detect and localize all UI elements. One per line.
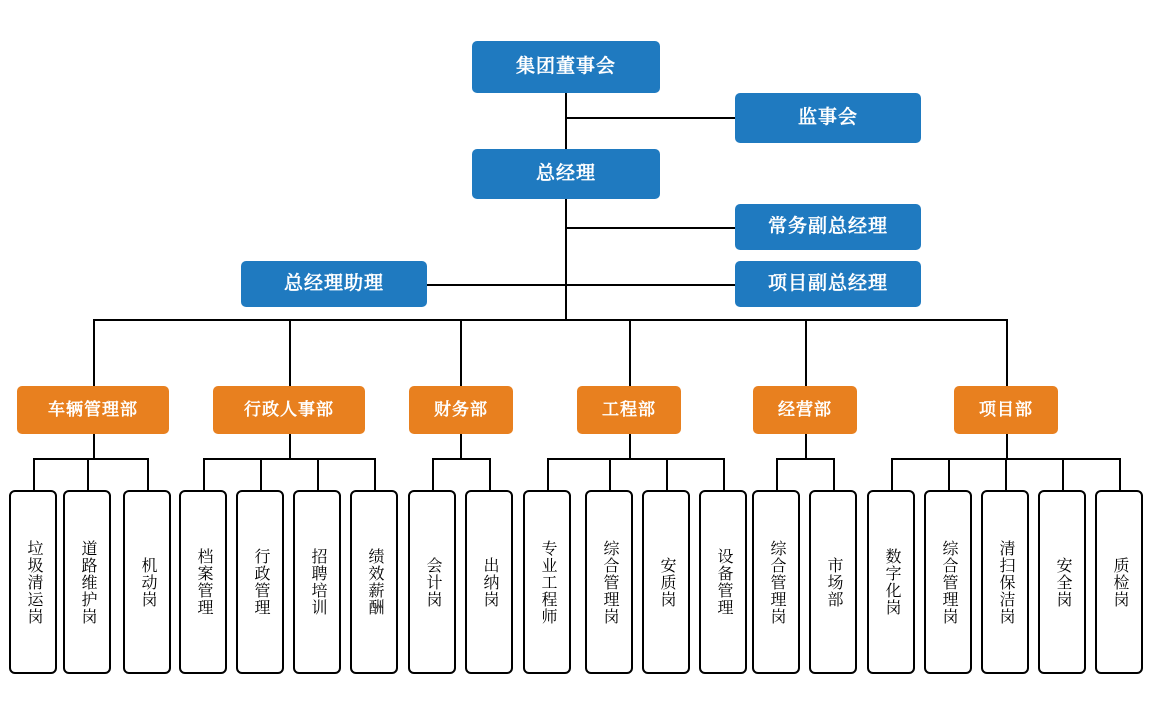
connector-engineering-p11	[609, 458, 611, 490]
connector-finance-p09	[489, 458, 491, 490]
post-market-label: 市场部	[825, 556, 842, 608]
node-general-manager[interactable]	[472, 149, 660, 199]
post-mobile-duty-label: 机动岗	[139, 556, 156, 608]
post-equipment-management[interactable]	[699, 490, 747, 674]
connector-bus-operations	[805, 319, 807, 386]
connector-project-p18	[1005, 458, 1007, 490]
post-administrative-management[interactable]	[236, 490, 284, 674]
post-performance-compensation[interactable]	[350, 490, 398, 674]
post-digitalization[interactable]	[867, 490, 915, 674]
post-performance-compensation-label: 绩效薪酬	[366, 548, 383, 616]
post-safety-label: 安全岗	[1054, 556, 1071, 608]
post-professional-engineer-label: 专业工程师	[539, 539, 556, 625]
dept-finance[interactable]	[409, 386, 513, 434]
post-accounting-label: 会计岗	[424, 556, 441, 608]
dept-finance-label: 财务部	[434, 400, 488, 420]
connector-admin-p06	[317, 458, 319, 490]
post-operations-general-management[interactable]	[752, 490, 800, 674]
connector-bus-admin	[289, 319, 291, 386]
connector-operations-p15	[833, 458, 835, 490]
post-garbage-transport[interactable]	[9, 490, 57, 674]
connector-project-p19	[1062, 458, 1064, 490]
connector-assistant-projectvp	[427, 284, 735, 286]
post-professional-engineer[interactable]	[523, 490, 571, 674]
connector-admin-p04	[203, 458, 205, 490]
dept-vehicle-management-label: 车辆管理部	[48, 400, 138, 420]
connector-bus-finance	[460, 319, 462, 386]
connector-vehicle-p01	[33, 458, 35, 490]
node-supervisory-board-label: 监事会	[797, 107, 858, 129]
post-safety-quality-label: 安质岗	[658, 556, 675, 608]
dept-engineering-label: 工程部	[602, 400, 656, 420]
post-accounting[interactable]	[408, 490, 456, 674]
connector-project-p17	[948, 458, 950, 490]
connector-engineering-p10	[547, 458, 549, 490]
post-road-maintenance-label: 道路维护岗	[79, 539, 96, 625]
post-engineering-general-management[interactable]	[585, 490, 633, 674]
post-cleaning-sanitation-label: 清扫保洁岗	[997, 539, 1014, 625]
post-road-maintenance[interactable]	[63, 490, 111, 674]
connector-admin-p05	[260, 458, 262, 490]
node-executive-vice-gm-label: 常务副总经理	[767, 216, 888, 238]
dept-admin-hr-label: 行政人事部	[244, 400, 334, 420]
post-quality-inspection-label: 质检岗	[1111, 556, 1128, 608]
connector-project-drop	[1006, 434, 1008, 458]
connector-operations-bar	[776, 458, 834, 460]
dept-project[interactable]	[954, 386, 1058, 434]
connector-engineering-bar	[547, 458, 724, 460]
post-recruitment-training[interactable]	[293, 490, 341, 674]
post-cashier[interactable]	[465, 490, 513, 674]
connector-vehicle-bar	[33, 458, 148, 460]
connector-operations-p14	[776, 458, 778, 490]
dept-vehicle-management[interactable]	[17, 386, 169, 434]
dept-engineering[interactable]	[577, 386, 681, 434]
dept-project-label: 项目部	[979, 400, 1033, 420]
node-board-label: 集团董事会	[515, 56, 616, 78]
connector-admin-drop	[289, 434, 291, 458]
connector-vehicle-drop	[93, 434, 95, 458]
dept-operations-label: 经营部	[778, 400, 832, 420]
post-equipment-management-label: 设备管理	[715, 548, 732, 616]
post-project-general-management-label: 综合管理岗	[940, 539, 957, 625]
connector-engineering-p12	[666, 458, 668, 490]
post-operations-general-management-label: 综合管理岗	[768, 539, 785, 625]
post-engineering-general-management-label: 综合管理岗	[601, 539, 618, 625]
node-supervisory-board[interactable]	[735, 93, 921, 143]
connector-bus-vehicle	[93, 319, 95, 386]
post-mobile-duty[interactable]	[123, 490, 171, 674]
node-project-vice-gm[interactable]	[735, 261, 921, 307]
post-safety[interactable]	[1038, 490, 1086, 674]
post-market[interactable]	[809, 490, 857, 674]
connector-finance-drop	[460, 434, 462, 458]
post-digitalization-label: 数字化岗	[883, 548, 900, 616]
connector-operations-drop	[805, 434, 807, 458]
node-board[interactable]	[472, 41, 660, 93]
connector-gm-execvp	[565, 227, 735, 229]
connector-gm-supervisory	[565, 117, 735, 119]
post-project-general-management[interactable]	[924, 490, 972, 674]
connector-vehicle-p03	[147, 458, 149, 490]
connector-project-p16	[891, 458, 893, 490]
post-recruitment-training-label: 招聘培训	[309, 548, 326, 616]
post-archive-management[interactable]	[179, 490, 227, 674]
connector-project-p20	[1119, 458, 1121, 490]
node-gm-assistant-label: 总经理助理	[283, 273, 384, 295]
post-safety-quality[interactable]	[642, 490, 690, 674]
dept-admin-hr[interactable]	[213, 386, 365, 434]
connector-bus-project	[1006, 319, 1008, 386]
post-quality-inspection[interactable]	[1095, 490, 1143, 674]
connector-vehicle-p02	[87, 458, 89, 490]
connector-finance-p08	[432, 458, 434, 490]
connector-bus-engineering	[629, 319, 631, 386]
post-garbage-transport-label: 垃圾清运岗	[25, 539, 42, 625]
connector-department-bus	[93, 319, 1007, 321]
connector-admin-bar	[203, 458, 375, 460]
node-gm-assistant[interactable]	[241, 261, 427, 307]
post-cashier-label: 出纳岗	[481, 556, 498, 608]
post-cleaning-sanitation[interactable]	[981, 490, 1029, 674]
post-administrative-management-label: 行政管理	[252, 548, 269, 616]
connector-gm-trunk	[565, 199, 567, 319]
connector-engineering-p13	[723, 458, 725, 490]
node-project-vice-gm-label: 项目副总经理	[767, 273, 888, 295]
dept-operations[interactable]	[753, 386, 857, 434]
connector-admin-p07	[374, 458, 376, 490]
connector-board-gm	[565, 93, 567, 149]
node-executive-vice-gm[interactable]	[735, 204, 921, 250]
connector-engineering-drop	[629, 434, 631, 458]
connector-finance-bar	[432, 458, 490, 460]
post-archive-management-label: 档案管理	[195, 548, 212, 616]
node-general-manager-label: 总经理	[535, 163, 596, 185]
